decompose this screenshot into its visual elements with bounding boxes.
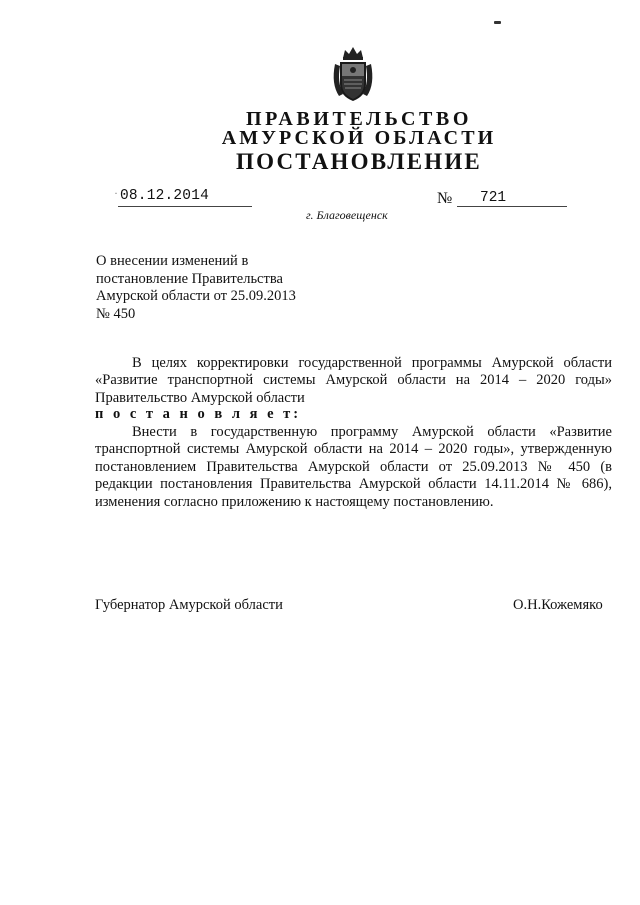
subject-line: № 450 — [96, 305, 136, 322]
document-type-title: ПОСТАНОВЛЕНИЕ — [236, 149, 482, 174]
subject-line: Амурской области от 25.09.2013 — [96, 288, 296, 304]
subject-line: О внесении изменений в — [96, 253, 249, 269]
preamble-text: В целях корректировки государственной программы Амурской области «Развитие транспортной системы Амурской области на 2014 – 2020 годы» Правительство Амурской области — [95, 355, 612, 406]
decree-word: п о с т а н о в л я е т: — [95, 406, 302, 422]
date-underline — [118, 206, 252, 207]
signatory-name: О.Н.Кожемяко — [513, 597, 603, 613]
operative-paragraph — [95, 424, 612, 511]
preamble-paragraph — [95, 355, 612, 407]
scan-mark: · — [114, 186, 118, 200]
subject-line: постановление Правительства — [96, 270, 283, 287]
subject-block — [96, 253, 336, 323]
city-label: г. Благовещенск — [306, 208, 388, 222]
government-title: ПРАВИТЕЛЬСТВО — [245, 108, 473, 130]
number-sign: № — [437, 190, 453, 207]
signatory-position: Губернатор Амурской области — [95, 597, 283, 613]
coat-of-arms-icon — [329, 44, 377, 104]
operative-text: Внести в государственную программу Амурской области «Развитие транспортной системы Амурской области на 2014 – 2020 годы», утвержденную постановлением Правительства Амурской области от 25.09.2013 № 450 (в редакции постановления Правительства Амурской области 14.11.2014 № 686), изменения согласно приложению к настоящему постановлению. — [95, 424, 612, 510]
scan-speck — [494, 21, 501, 24]
region-title: АМУРСКОЙ ОБЛАСТИ — [221, 127, 497, 149]
number-underline — [457, 206, 567, 207]
document-number: 721 — [480, 190, 507, 206]
document-date: 08.12.2014 — [120, 188, 210, 204]
